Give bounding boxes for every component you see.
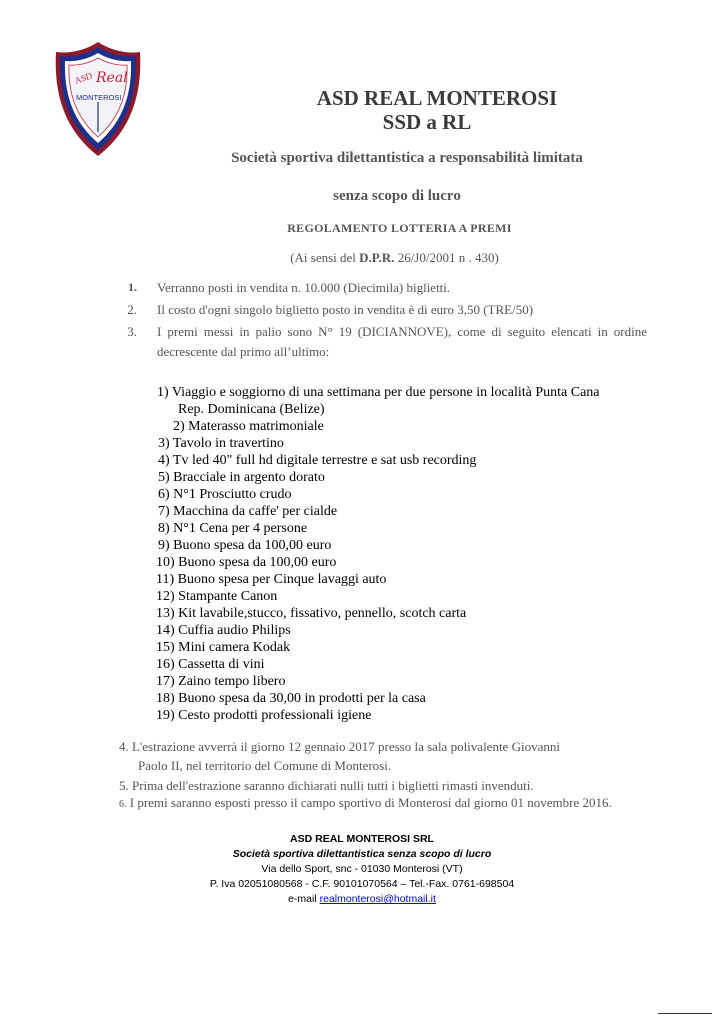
rule-item: 4. L'estrazione avverrà il giorno 12 gennaio 2017 presso la sala polivalente Giovanni xyxy=(119,739,560,754)
rule-text: Verranno posti in vendita n. 10.000 (Diecimila) biglietti. xyxy=(157,280,451,295)
prize-item: 16) Cassetta di vini xyxy=(156,657,265,672)
rule-number: 6. xyxy=(119,799,127,810)
rule-number: 3. xyxy=(127,324,137,339)
prize-item: 2) Materasso matrimoniale xyxy=(173,419,324,434)
prize-item: 5) Bracciale in argento dorato xyxy=(158,470,325,485)
prize-item: 4) Tv led 40" full hd digitale terrestre e sat usb recording xyxy=(158,453,477,468)
prize-item: 18) Buono spesa da 30,00 in prodotti per la casa xyxy=(156,691,426,706)
prize-item: 19) Cesto prodotti professionali igiene xyxy=(156,708,372,723)
prize-item: 13) Kit lavabile,stucco, fissativo, pennello, scotch carta xyxy=(156,606,467,621)
prize-item: 6) N°1 Prosciutto crudo xyxy=(158,487,292,502)
prize-item: 8) N°1 Cena per 4 persone xyxy=(158,521,308,536)
prize-item: 15) Mini camera Kodak xyxy=(156,640,291,655)
rule-text: I premi saranno esposti presso il campo sportivo di Monterosi dal giorno 01 novembre 2016. xyxy=(126,795,612,810)
legal-reference: (Ai sensi del D.P.R. 26/J0/2001 n . 430) xyxy=(290,250,499,265)
rule-number: 1. xyxy=(128,280,137,294)
rule-item: 5. Prima dell'estrazione saranno dichiarati nulli tutti i biglietti rimasti invenduti. xyxy=(119,778,534,793)
footer-email xyxy=(0,893,724,905)
svg-text:MONTEROSI: MONTEROSI xyxy=(76,93,122,102)
rule-text: I premi messi in palio sono N° 19 (DICIANNOVE), come di seguito elencati in ordine decrescente dal primo all’ultimo: xyxy=(157,324,647,359)
non-profit-note: senza scopo di lucro xyxy=(333,188,461,204)
email-link[interactable]: realmonterosi@hotmail.it xyxy=(319,893,436,905)
svg-text:Real: Real xyxy=(96,70,128,86)
society-description: Società sportiva dilettantistica a responsabilità limitata xyxy=(231,150,583,166)
footer-address: Via dello Sport, snc - 01030 Monterosi (VT) xyxy=(261,863,463,875)
club-subtitle: SSD a RL xyxy=(382,110,472,134)
rule-item xyxy=(127,322,647,362)
rule-item xyxy=(128,280,451,296)
regulation-heading: REGOLAMENTO LOTTERIA A PREMI xyxy=(287,221,512,235)
svg-text:ASD: ASD xyxy=(73,70,94,86)
footer-company-name: ASD REAL MONTEROSI SRL xyxy=(290,833,434,845)
prize-item: 9) Buono spesa da 100,00 euro xyxy=(158,538,332,553)
prize-item: 1) Viaggio e soggiorno di una settimana per due persone in località Punta Cana xyxy=(157,385,600,400)
prize-item: 17) Zaino tempo libero xyxy=(156,674,286,689)
prize-item: 7) Macchina da caffe' per cialde xyxy=(158,504,338,519)
prize-item: 12) Stampante Canon xyxy=(156,589,278,604)
rule-item xyxy=(119,795,612,811)
rule-item-continued: Paolo II, nel territorio del Comune di Monterosi. xyxy=(138,758,392,773)
prize-item: 10) Buono spesa da 100,00 euro xyxy=(156,555,337,570)
prize-item: 14) Cuffia audio Philips xyxy=(156,623,291,638)
club-title: ASD REAL MONTEROSI xyxy=(316,86,558,110)
prize-item: 3) Tavolo in travertino xyxy=(158,436,284,451)
prize-item: 11) Buono spesa per Cinque lavaggi auto xyxy=(156,572,387,587)
footer-fiscal-info: P. Iva 02051080568 - C.F. 90101070564 – Tel.-Fax. 0761-698504 xyxy=(209,878,515,890)
prize-item-continued: Rep. Dominicana (Belize) xyxy=(178,402,325,417)
rule-number: 2. xyxy=(127,302,137,317)
footer-description: Società sportiva dilettantistica senza scopo di lucro xyxy=(232,848,492,860)
rule-text: Il costo d'ogni singolo biglietto posto in vendita è di euro 3,50 (TRE/50) xyxy=(157,302,534,317)
rule-item xyxy=(127,302,534,318)
page-corner-line xyxy=(658,1013,712,1014)
email-label: e-mail xyxy=(288,893,320,905)
